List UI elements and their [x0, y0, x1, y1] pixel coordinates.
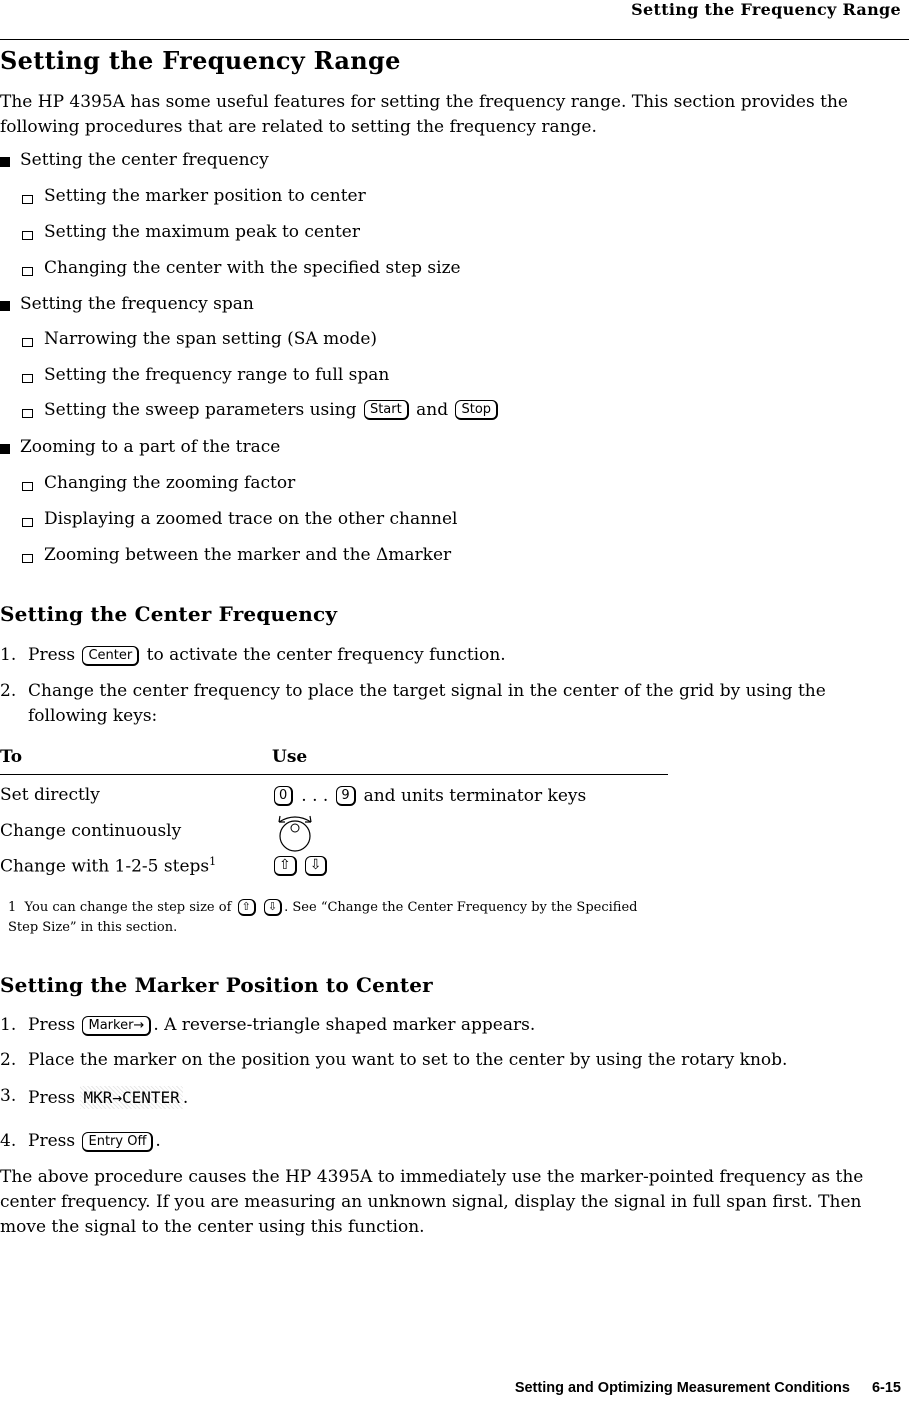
- toc-item-label: Setting the frequency span: [20, 294, 254, 314]
- hollow-square-bullet-icon: [22, 231, 33, 240]
- step-text: Place the marker on the position you want to set to the center by using the rotary knob.: [28, 1050, 788, 1070]
- table-header: [0, 744, 668, 775]
- table-row: [0, 785, 100, 805]
- footnote: [8, 898, 658, 938]
- step-number: 1.: [0, 645, 17, 665]
- step-number: 3.: [0, 1086, 17, 1106]
- toc-item-label: Setting the center frequency: [20, 150, 269, 170]
- toc-subitem-label: Setting the sweep parameters using: [44, 400, 357, 420]
- hollow-square-bullet-icon: [22, 482, 33, 491]
- toc-subitem-label: Changing the zooming factor: [44, 473, 296, 493]
- footnote-number: 1: [8, 900, 17, 915]
- closing-paragraph: The above procedure causes the HP 4395A to immediately use the marker-pointed frequency as the center frequency. If you are measuring an unknown signal, display the signal in full span first. Then move the signal to the center using this function.: [0, 1167, 864, 1237]
- step-text: to activate the center frequency function.: [146, 645, 506, 665]
- toc-subitem: [22, 258, 461, 278]
- toc-subitem-label: Changing the center with the specified step size: [44, 258, 461, 278]
- toc-subitem-label: Narrowing the span setting (SA mode): [44, 329, 378, 349]
- toc-subitem-label: Displaying a zoomed trace on the other channel: [44, 509, 458, 529]
- table-cell-to: Change continuously: [0, 821, 182, 841]
- section-heading-center-frequency: Setting the Center Frequency: [0, 602, 338, 626]
- marker-step-4: [0, 1131, 161, 1152]
- hollow-square-bullet-icon: [22, 338, 33, 347]
- hollow-square-bullet-icon: [22, 195, 33, 204]
- page-footer: [515, 1380, 901, 1396]
- column-header-use: Use: [272, 747, 308, 767]
- footnote-text: . See “Change the Center Frequency by the Specified Step Size” in this section.: [8, 900, 638, 935]
- toc-item-label: Zooming to a part of the trace: [20, 437, 281, 457]
- toc-item-zooming: [0, 437, 280, 457]
- toc-subitem: [22, 222, 360, 242]
- hollow-square-bullet-icon: [22, 409, 33, 418]
- table-cell-use: [272, 856, 329, 876]
- stop-key: Stop: [455, 400, 498, 420]
- step-text: .: [182, 1088, 189, 1108]
- center-key: Center: [82, 646, 139, 666]
- filled-square-bullet-icon: [0, 301, 10, 311]
- page-number: 6-15: [871, 1380, 901, 1396]
- filled-square-bullet-icon: [0, 157, 10, 167]
- step-text: . A reverse-triangle shaped marker appears.: [153, 1015, 536, 1035]
- table-cell-use: [272, 786, 586, 806]
- table-cell-to: Set directly: [0, 785, 100, 805]
- step-text: Press: [28, 1088, 76, 1108]
- marker-step-1: [0, 1015, 535, 1036]
- ellipsis: . . .: [301, 786, 329, 806]
- step-text: .: [155, 1131, 161, 1151]
- step-down-key: ⇩: [264, 899, 282, 916]
- step-text: Press: [28, 1131, 76, 1151]
- toc-subitem-label: Setting the maximum peak to center: [44, 222, 360, 242]
- rotary-knob-icon: [275, 814, 317, 859]
- step-number: 2.: [0, 1050, 17, 1070]
- footer-chapter: Setting and Optimizing Measurement Conditions: [514, 1380, 850, 1396]
- page-title: Setting the Frequency Range: [0, 46, 401, 75]
- hollow-square-bullet-icon: [22, 554, 33, 563]
- table-row: [0, 821, 181, 841]
- toc-subitem-label: Zooming between the marker and the Δmarker: [44, 545, 452, 565]
- toc-subitem: [22, 400, 500, 420]
- toc-subitem: [22, 365, 389, 385]
- step-number: 4.: [0, 1131, 17, 1151]
- footnote-text: You can change the step size of: [24, 900, 232, 915]
- center-step-1: [0, 645, 506, 666]
- digit-9-key: 9: [336, 786, 355, 806]
- running-header: Setting the Frequency Range: [631, 0, 901, 19]
- hollow-square-bullet-icon: [22, 267, 33, 276]
- mkr-center-softkey: MKR→CENTER: [80, 1086, 182, 1109]
- table-row: [0, 855, 216, 877]
- toc-subitem: [22, 509, 457, 529]
- toc-subitem: [22, 473, 295, 493]
- step-up-key: ⇧: [274, 856, 297, 876]
- toc-subitem-label: Setting the marker position to center: [44, 186, 366, 206]
- step-text: Press: [28, 1015, 76, 1035]
- toc-subitem: [22, 186, 366, 206]
- toc-subitem: [22, 329, 377, 349]
- toc-item-center-frequency: [0, 150, 269, 170]
- step-text: Change the center frequency to place the target signal in the center of the grid by using the following keys:: [28, 681, 826, 726]
- marker-step-3: [0, 1086, 188, 1109]
- marker-key: Marker→: [82, 1016, 151, 1036]
- digit-0-key: 0: [274, 786, 293, 806]
- intro-paragraph: The HP 4395A has some useful features for setting the frequency range. This section provides the following procedures that are related to setting the frequency range.: [0, 92, 848, 137]
- marker-step-2: [0, 1050, 787, 1070]
- section-heading-marker-position: Setting the Marker Position to Center: [0, 973, 433, 997]
- hollow-square-bullet-icon: [22, 374, 33, 383]
- entry-off-key: Entry Off: [82, 1132, 153, 1152]
- column-header-to: To: [0, 747, 23, 767]
- hollow-square-bullet-icon: [22, 518, 33, 527]
- step-down-key: ⇩: [305, 856, 328, 876]
- start-key: Start: [364, 400, 409, 420]
- footnote-ref: 1: [209, 855, 217, 868]
- step-up-key: ⇧: [238, 899, 256, 916]
- and-label: and: [416, 400, 449, 420]
- table-cell-text: and units terminator keys: [363, 786, 587, 806]
- step-number: 1.: [0, 1015, 17, 1035]
- toc-subitem-label: Setting the frequency range to full span: [44, 365, 390, 385]
- filled-square-bullet-icon: [0, 444, 10, 454]
- center-step-2: [0, 679, 900, 729]
- toc-subitem: [22, 545, 451, 565]
- toc-item-frequency-span: [0, 294, 254, 314]
- header-rule: [0, 39, 909, 40]
- step-number: 2.: [0, 681, 17, 701]
- table-cell-to: Change with 1-2-5 steps: [0, 856, 210, 877]
- step-text: Press: [28, 645, 76, 665]
